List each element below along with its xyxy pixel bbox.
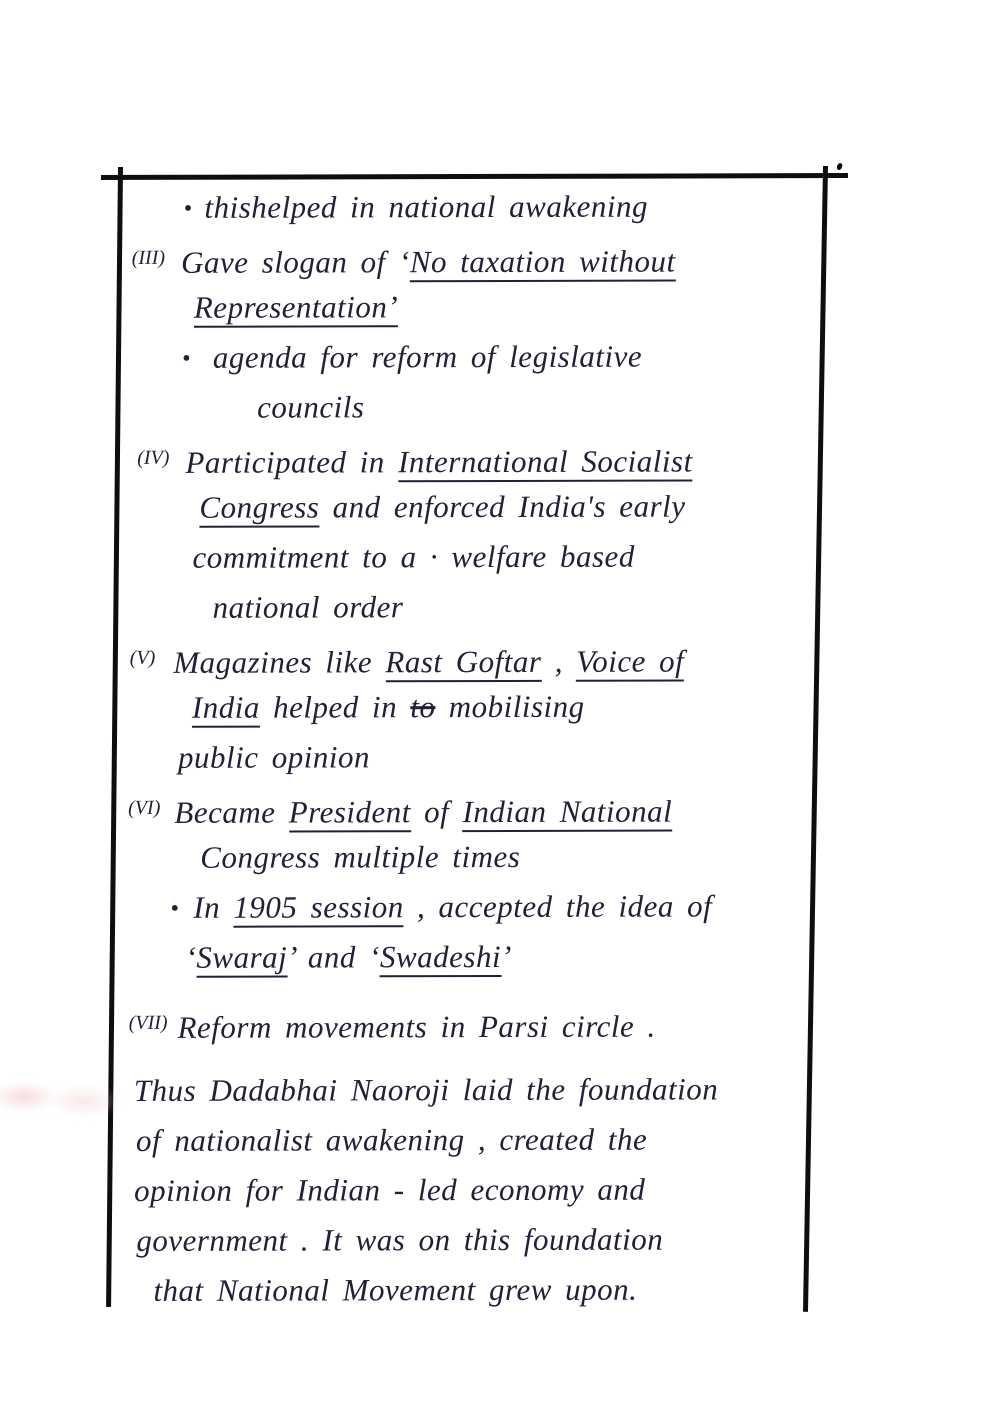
text-segment: government . It was on this foundation xyxy=(136,1221,664,1258)
text-segment: Indian National xyxy=(462,794,672,833)
text-segment: Magazines like xyxy=(173,644,386,680)
note-line xyxy=(129,996,869,1048)
text-segment: Became xyxy=(174,794,289,830)
text-segment: helped in xyxy=(259,689,411,725)
text-segment: , accepted the idea of xyxy=(403,888,713,925)
bullet-marker: • xyxy=(183,195,193,222)
text-segment: Participated in xyxy=(185,444,399,480)
note-line xyxy=(128,631,868,683)
text-segment: public opinion xyxy=(177,739,371,775)
text-segment: In xyxy=(193,889,234,925)
text-segment: No taxation without xyxy=(410,244,676,283)
note-line xyxy=(129,1064,869,1116)
text-segment: to xyxy=(410,689,436,725)
note-line xyxy=(128,781,868,833)
note-line xyxy=(129,1214,869,1266)
note-line xyxy=(127,281,867,333)
text-segment: thishelped in national awakening xyxy=(204,188,648,225)
text-segment: Voice of xyxy=(576,644,684,682)
text-segment: agenda for reform of legislative xyxy=(212,338,643,375)
list-number-marker: (VII) xyxy=(128,1011,168,1034)
note-line xyxy=(127,181,867,233)
text-segment: ’ and ‘ xyxy=(287,939,380,975)
note-line xyxy=(129,1264,869,1316)
text-segment: councils xyxy=(257,389,365,425)
text-segment: Congress multiple times xyxy=(200,838,521,875)
note-line xyxy=(127,381,867,433)
text-segment: opinion for Indian - led economy and xyxy=(134,1171,646,1208)
note-line xyxy=(128,831,868,883)
text-segment: Reform movements in Parsi circle . xyxy=(177,1008,656,1045)
note-line xyxy=(127,531,867,583)
top-margin-line xyxy=(101,173,848,180)
text-segment: President xyxy=(289,794,411,832)
left-margin-line xyxy=(106,167,123,1307)
note-line xyxy=(128,731,868,783)
text-segment: mobilising xyxy=(435,688,585,725)
text-segment: commitment to a · welfare based xyxy=(192,538,635,575)
note-line xyxy=(128,681,868,733)
note-line xyxy=(128,881,868,933)
text-segment: Swadeshi xyxy=(380,939,501,977)
note-line xyxy=(129,1114,869,1166)
text-segment: Congress xyxy=(199,489,319,527)
text-segment: ’ xyxy=(501,938,512,974)
note-line xyxy=(127,431,867,483)
text-segment: Representation’ xyxy=(194,289,398,328)
text-segment: Thus Dadabhai Naoroji laid the foundation xyxy=(133,1071,719,1108)
text-segment: that National Movement grew upon. xyxy=(153,1271,638,1308)
note-line xyxy=(127,331,867,383)
note-line xyxy=(129,1164,869,1216)
note-line xyxy=(128,931,868,983)
text-segment: of xyxy=(410,794,463,830)
note-line xyxy=(127,231,867,283)
list-number-marker: (III) xyxy=(131,246,166,269)
text-segment: national order xyxy=(212,589,404,625)
text-segment: International Socialist xyxy=(398,443,693,482)
stray-ink-mark xyxy=(836,162,843,170)
text-segment: Rast Goftar xyxy=(385,644,541,682)
bullet-marker: • xyxy=(170,895,180,922)
notes-content xyxy=(127,181,870,1316)
note-line xyxy=(128,581,868,633)
text-segment: and enforced India's early xyxy=(319,488,686,525)
list-number-marker: (VI) xyxy=(128,796,161,819)
bullet-marker: • xyxy=(181,345,191,372)
text-segment: , xyxy=(541,643,577,679)
list-number-marker: (V) xyxy=(129,646,156,669)
text-segment: of nationalist awakening , created the xyxy=(135,1121,648,1158)
text-segment: ‘ xyxy=(185,939,197,975)
text-segment: Gave slogan of ‘ xyxy=(180,244,410,280)
note-line xyxy=(127,481,867,533)
list-number-marker: (IV) xyxy=(137,446,170,469)
text-segment: India xyxy=(192,690,260,728)
text-segment: 1905 session xyxy=(233,889,403,927)
text-segment: Swaraj xyxy=(196,940,287,978)
